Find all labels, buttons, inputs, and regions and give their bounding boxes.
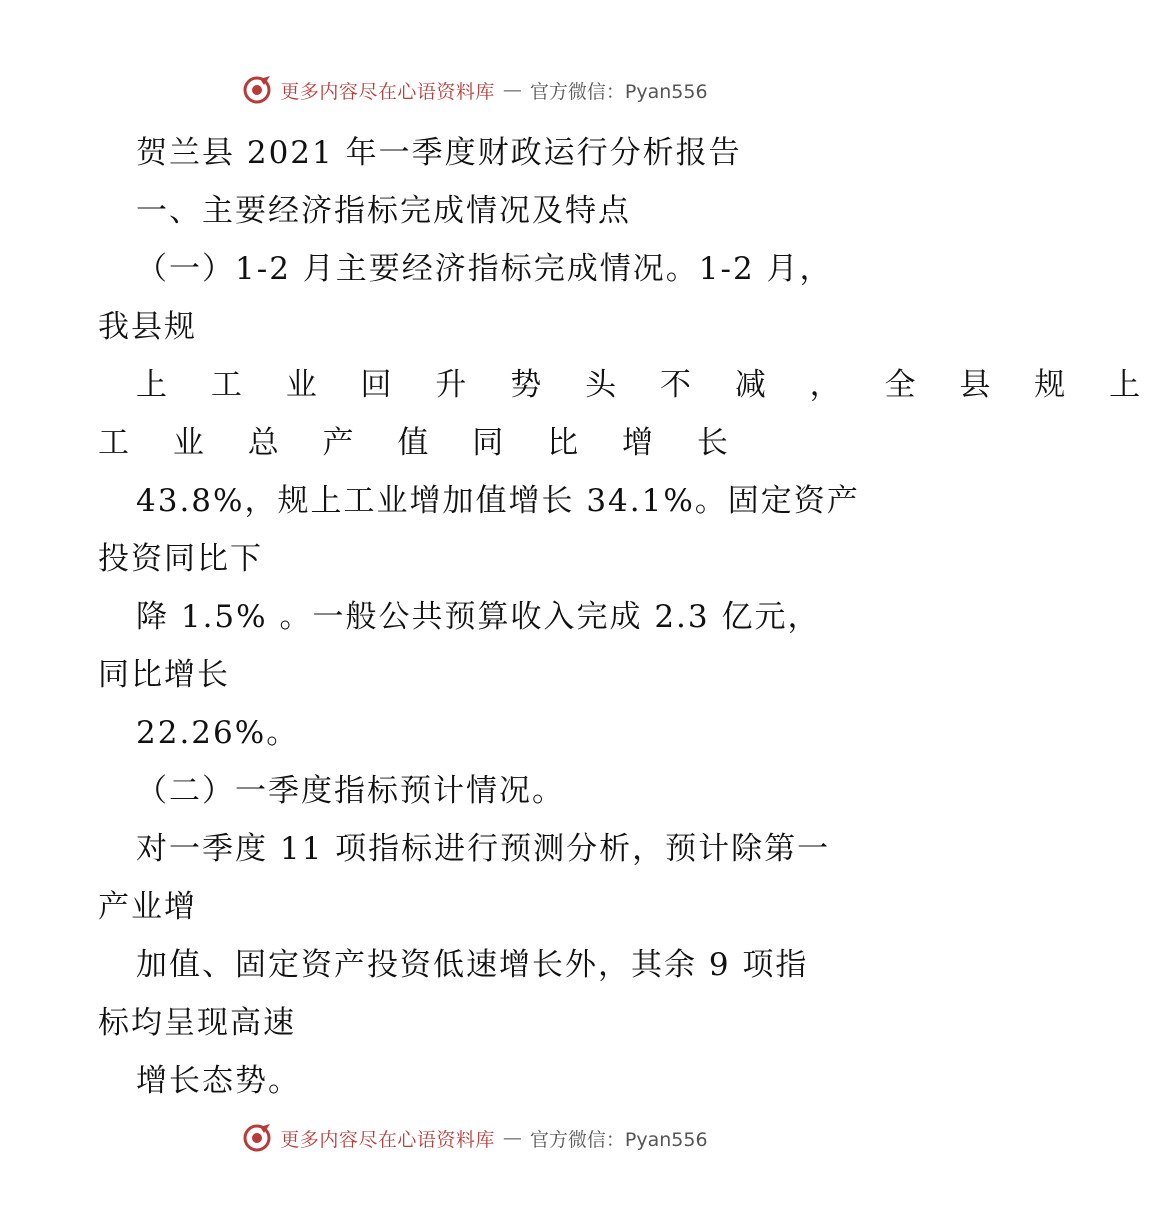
paragraph-line: 降 1.5% 。一般公共预算收入完成 2.3 亿元，	[136, 599, 821, 635]
paragraph-line: 同比增长	[98, 657, 230, 693]
paragraph-line: （一）1-2 月主要经济指标完成情况。1-2 月，	[136, 251, 833, 287]
subsection-heading: （二）一季度指标预计情况。	[136, 773, 565, 809]
brand-logo-icon	[242, 1123, 272, 1153]
header-watermark	[0, 70, 950, 110]
paragraph-line: 22.26%。	[136, 715, 300, 751]
paragraph-line: 标均呈现高速	[98, 1005, 296, 1041]
paragraph-line: 加值、固定资产投资低速增长外，其余 9 项指	[136, 947, 809, 983]
document-body	[98, 124, 1157, 1110]
watermark-separator: —	[502, 1127, 522, 1149]
brand-logo-icon	[242, 75, 272, 105]
watermark-wechat-text: 官方微信：Pyan556	[529, 80, 708, 103]
paragraph-line: 工 业 总 产 值 同 比 增 长	[98, 425, 745, 461]
footer-watermark	[0, 1118, 950, 1158]
paragraph-line: 投资同比下	[98, 541, 263, 577]
watermark-separator: —	[502, 79, 522, 101]
paragraph-line: 43.8%，规上工业增加值增长 34.1%。固定资产	[136, 483, 860, 519]
paragraph-line: 对一季度 11 项指标进行预测分析，预计除第一	[136, 831, 831, 867]
paragraph-line: 产业增	[98, 889, 197, 925]
paragraph-line: 上 工 业 回 升 势 头 不 减 ， 全 县 规 上	[136, 367, 1157, 403]
paragraph-line: 增长态势。	[136, 1063, 301, 1099]
section-heading: 一、主要经济指标完成情况及特点	[136, 193, 631, 229]
watermark-main-text: 更多内容尽在心语资料库	[280, 1128, 495, 1151]
document-title: 贺兰县 2021 年一季度财政运行分析报告	[136, 135, 742, 171]
watermark-wechat-text: 官方微信：Pyan556	[529, 1128, 708, 1151]
watermark-main-text: 更多内容尽在心语资料库	[280, 80, 495, 103]
paragraph-line: 我县规	[98, 309, 197, 345]
